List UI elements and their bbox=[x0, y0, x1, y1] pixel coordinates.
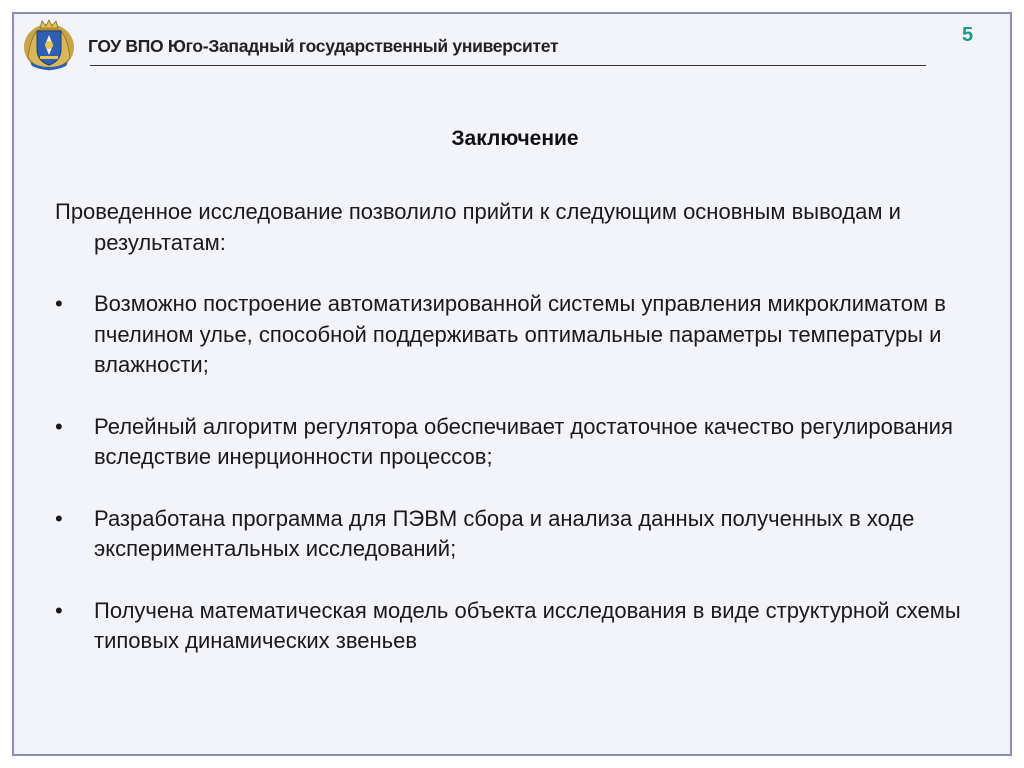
header-university-name: ГОУ ВПО Юго-Западный государственный университет bbox=[88, 36, 559, 56]
list-item bbox=[55, 289, 980, 381]
list-item-text: Возможно построение автоматизированной системы управления микроклиматом в пчелином улье, способной поддерживать оптимальные параметры температуры и влажности; bbox=[94, 291, 946, 377]
list-item bbox=[55, 504, 980, 565]
bullet-icon: • bbox=[55, 597, 63, 623]
slide-title: Заключение bbox=[451, 127, 579, 150]
list-item bbox=[55, 412, 980, 473]
conclusions-list bbox=[55, 289, 980, 657]
list-item-text: Получена математическая модель объекта исследования в виде структурной схемы типовых динамических звеньев bbox=[94, 597, 961, 653]
intro-paragraph: Проведенное исследование позволило прийти к следующим основным выводам и результатам: bbox=[55, 199, 901, 255]
list-item-text: Релейный алгоритм регулятора обеспечивает достаточное качество регулирования вследствие инерционности процессов; bbox=[94, 413, 953, 469]
university-emblem-icon bbox=[22, 18, 76, 72]
list-item-text: Разработана программа для ПЭВМ сбора и анализа данных полученных в ходе экспериментальных исследований; bbox=[94, 505, 915, 561]
list-item bbox=[55, 596, 980, 657]
bullet-icon: • bbox=[55, 413, 63, 439]
slide-content bbox=[55, 197, 980, 657]
bullet-icon: • bbox=[55, 505, 63, 531]
header-divider bbox=[90, 65, 926, 66]
bullet-icon: • bbox=[55, 291, 63, 316]
page-number: 5 bbox=[962, 24, 974, 46]
